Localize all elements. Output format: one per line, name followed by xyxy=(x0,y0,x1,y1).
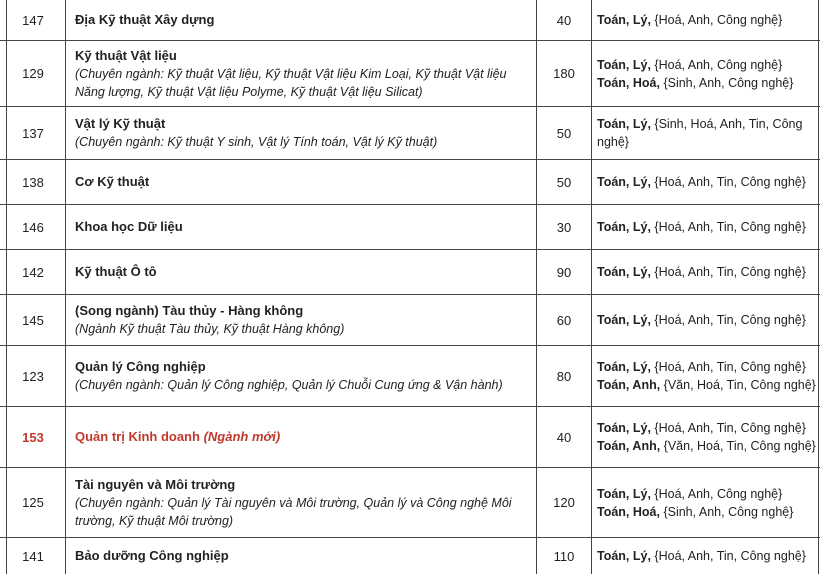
table-row xyxy=(0,295,820,345)
major-name: Vật lý Kỹ thuật xyxy=(75,116,166,131)
combo-line: Toán, Lý, {Sinh, Hoá, Anh, Tin, Công nghệ} xyxy=(597,117,803,149)
table-row xyxy=(0,0,820,40)
combo-line: Toán, Lý, {Hoá, Anh, Công nghệ} xyxy=(597,13,783,27)
quota: 60 xyxy=(556,312,572,328)
subject-combos xyxy=(597,295,817,345)
major-name: Kỹ thuật Vật liệu xyxy=(75,47,177,63)
new-major-tag: (Ngành mới) xyxy=(203,429,281,444)
major-subtitle: (Ngành Kỹ thuật Tàu thủy, Kỹ thuật Hàng không) xyxy=(75,322,345,336)
major-code: 153 xyxy=(22,429,44,445)
major-name-cell xyxy=(75,41,535,106)
major-name: Cơ Kỹ thuật xyxy=(75,174,150,189)
major-name-cell xyxy=(75,160,535,204)
combo-line: Toán, Lý, {Hoá, Anh, Tin, Công nghệ} xyxy=(597,421,806,435)
table-row xyxy=(0,407,820,467)
combo-line: Toán, Lý, {Hoá, Anh, Tin, Công nghệ} xyxy=(597,265,806,279)
quota: 120 xyxy=(553,495,575,510)
quota: 50 xyxy=(556,174,572,190)
quota: 30 xyxy=(556,219,572,235)
quota: 80 xyxy=(556,368,572,384)
major-code: 137 xyxy=(22,125,44,141)
quota: 40 xyxy=(556,429,572,445)
major-name: Địa Kỹ thuật Xây dựng xyxy=(75,12,215,27)
major-code: 141 xyxy=(22,548,44,564)
major-name: Khoa học Dữ liệu xyxy=(75,219,183,234)
table-row xyxy=(0,41,820,106)
major-name-cell xyxy=(75,107,535,159)
subject-combos xyxy=(597,160,817,204)
major-name: (Song ngành) Tàu thủy - Hàng không xyxy=(75,303,304,318)
quota: 110 xyxy=(553,548,575,564)
subject-combos xyxy=(597,250,817,294)
subject-combos xyxy=(597,468,817,537)
table-row xyxy=(0,250,820,294)
major-code: 129 xyxy=(22,66,44,81)
major-name-cell xyxy=(75,295,535,345)
subject-combos xyxy=(597,0,817,40)
subject-combos xyxy=(597,41,817,106)
table-row xyxy=(0,107,820,159)
combo-line: Toán, Hoá, {Sinh, Anh, Công nghệ} xyxy=(597,75,794,90)
major-name: Quản trị Kinh doanh (Ngành mới) xyxy=(75,429,281,444)
major-name: Tài nguyên và Môi trường xyxy=(75,476,236,492)
quota: 40 xyxy=(556,12,572,28)
major-name: Bảo dưỡng Công nghiệp xyxy=(75,548,229,563)
major-name-cell xyxy=(75,407,535,467)
major-code: 147 xyxy=(22,12,44,28)
major-code: 146 xyxy=(22,219,44,235)
subject-combos xyxy=(597,538,817,574)
major-code: 142 xyxy=(22,264,44,280)
combo-line: Toán, Anh, {Văn, Hoá, Tin, Công nghệ} xyxy=(597,378,816,392)
major-code: 145 xyxy=(22,312,44,328)
quota: 90 xyxy=(556,264,572,280)
subject-combos xyxy=(597,346,817,406)
subject-combos xyxy=(597,107,817,159)
major-name-cell xyxy=(75,250,535,294)
subject-combos xyxy=(597,205,817,249)
table-row xyxy=(0,346,820,406)
major-name-cell xyxy=(75,538,535,574)
combo-line: Toán, Hoá, {Sinh, Anh, Công nghệ} xyxy=(597,504,794,519)
table-row xyxy=(0,205,820,249)
combo-line: Toán, Lý, {Hoá, Anh, Công nghệ} xyxy=(597,486,783,501)
quota: 180 xyxy=(553,66,575,81)
major-name-cell xyxy=(75,0,535,40)
combo-line: Toán, Lý, {Hoá, Anh, Tin, Công nghệ} xyxy=(597,549,806,563)
combo-line: Toán, Lý, {Hoá, Anh, Tin, Công nghệ} xyxy=(597,175,806,189)
table-row xyxy=(0,468,820,537)
combo-line: Toán, Lý, {Hoá, Anh, Tin, Công nghệ} xyxy=(597,220,806,234)
subject-combos xyxy=(597,407,817,467)
combo-line: Toán, Lý, {Hoá, Anh, Tin, Công nghệ} xyxy=(597,360,806,374)
major-name: Kỹ thuật Ô tô xyxy=(75,264,157,279)
combo-line: Toán, Lý, {Hoá, Anh, Công nghệ} xyxy=(597,57,783,72)
major-name: Quản lý Công nghiệp xyxy=(75,359,206,374)
major-subtitle: (Chuyên ngành: Kỹ thuật Y sinh, Vật lý Tính toán, Vật lý Kỹ thuật) xyxy=(75,135,438,149)
table-row xyxy=(0,538,820,574)
quota: 50 xyxy=(556,125,572,141)
major-subtitle: (Chuyên ngành: Quản lý Tài nguyên và Môi trường, Quản lý và Công nghệ Môi trường, Kỹ thuật Môi trường) xyxy=(75,495,512,528)
combo-line: Toán, Lý, {Hoá, Anh, Tin, Công nghệ} xyxy=(597,313,806,327)
major-name-cell xyxy=(75,346,535,406)
major-subtitle: (Chuyên ngành: Quản lý Công nghiệp, Quản lý Chuỗi Cung ứng & Vận hành) xyxy=(75,378,503,392)
major-name-cell xyxy=(75,205,535,249)
combo-line: Toán, Anh, {Văn, Hoá, Tin, Công nghệ} xyxy=(597,439,816,453)
major-code: 125 xyxy=(22,495,44,510)
major-name-cell xyxy=(75,468,535,537)
table-row xyxy=(0,160,820,204)
major-subtitle: (Chuyên ngành: Kỹ thuật Vật liệu, Kỹ thuật Vật liệu Kim Loại, Kỹ thuật Vật liệu Năng lượng, Kỹ thuật Vật liệu Polyme, Kỹ thuật Vật liệu Silicat) xyxy=(75,66,507,99)
major-code: 123 xyxy=(22,368,44,384)
major-code: 138 xyxy=(22,174,44,190)
